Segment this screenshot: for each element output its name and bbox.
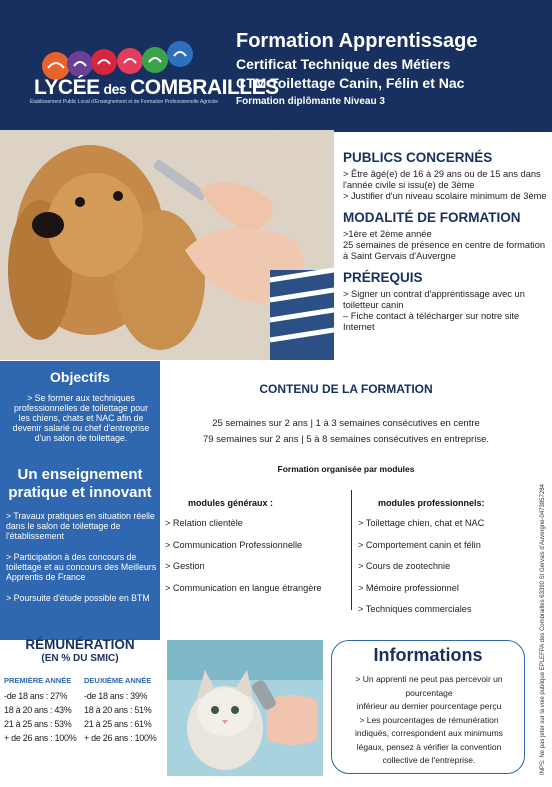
module-item: > Mémoire professionnel — [358, 582, 459, 593]
modules-divider — [351, 490, 352, 610]
info-column — [343, 150, 548, 341]
informations-text: > Un apprenti ne peut pas percevoir un pourcentage inférieur au dernier pourcentage perçu > Les pourcentages de rémunération indiqués, correspondent aux minimums légaux, pensez à vérifier la convention collective de l'entreprise. — [355, 674, 503, 765]
rate-row: + de 26 ans : 100% — [84, 733, 157, 743]
contenu-line-1: 25 semaines sur 2 ans | 1 à 3 semaines consécutives en centre — [212, 418, 480, 429]
dog-grooming-photo — [0, 130, 334, 360]
rate-row: 21 à 25 ans : 61% — [84, 719, 152, 729]
contenu-line-2: 79 semaines sur 2 ans | 5 à 8 semaines consécutives en entreprise. — [202, 434, 490, 445]
objectifs-text: > Se former aux techniques professionnelles de toilettage pour les chiens, chats et NAC afin de devenir salarié ou chef d'entreprise d'un salon de toilettage. — [12, 393, 150, 443]
objectifs-heading: Objectifs — [50, 369, 110, 385]
prerequis-heading: PRÉREQUIS — [343, 270, 423, 285]
enseignement-heading: Un enseignement pratique et innovant — [8, 466, 152, 501]
rate-row: -de 18 ans : 27% — [4, 691, 68, 701]
rate-row: 18 à 20 ans : 43% — [4, 705, 72, 715]
publics-heading: PUBLICS CONCERNÉS — [343, 150, 493, 165]
cat-grooming-photo — [167, 640, 323, 776]
module-item: > Cours de zootechnie — [358, 561, 451, 571]
rate-row: 18 à 20 ans : 51% — [84, 705, 152, 715]
modules-professionnels-list — [358, 518, 484, 626]
module-item: > Relation clientèle — [165, 518, 243, 528]
page-title: Formation Apprentissage — [236, 30, 478, 52]
module-item: > Techniques commerciales — [358, 604, 472, 614]
enseignement-item: > Participation à des concours de toilettage et au concours des Meilleurs Apprentis de France — [6, 552, 157, 582]
module-item: > Comportement canin et félin — [358, 539, 481, 550]
organisation-text: Formation organisée par modules — [277, 464, 415, 474]
rate-row: 21 à 25 ans : 53% — [4, 719, 72, 729]
remuneration-year-1 — [4, 676, 76, 745]
enseignement-item: > Poursuite d'étude possible en BTM — [6, 593, 150, 603]
page-subtitle-2: CTM Toilettage Canin, Félin et Nac — [236, 75, 465, 91]
year-2-heading: DEUXIÈME ANNÉE — [84, 676, 152, 685]
informations-heading: Informations — [373, 645, 483, 665]
vertical-legal-notice: INPS: Ne pas jeter sur la voie publique EPLEFPA des Combrailles 63390 St Gervais d'Auvergne-0473857284 — [540, 484, 546, 775]
school-logo-subtitle: Établissement Public Local d'Enseignement et de Formation Professionnelle Agricole — [30, 99, 219, 105]
objectifs-panel — [0, 361, 160, 640]
prerequis-text: > Signer un contrat d'apprentissage avec un toiletteur canin – Fiche contact à télécharger sur notre site Internet — [343, 289, 525, 332]
remuneration-heading: RÉMUNÉRATION (EN % DU SMIC) — [25, 637, 135, 664]
publics-text: > Être âgé(e) de 16 à 29 ans ou de 15 ans dans l'année civile si issu(e) de 3ème > Justifier d'un niveau scolaire minimum de 3ème — [343, 169, 547, 201]
module-item: > Communication Professionnelle — [165, 539, 303, 550]
module-item: > Gestion — [165, 561, 205, 571]
school-logo-text: LYCÉE des COMBRAILLES — [34, 76, 279, 99]
module-item: > Communication en langue étrangère — [165, 582, 322, 593]
page-subtitle-3: Formation diplômante Niveau 3 — [236, 96, 385, 107]
remuneration-year-2 — [84, 676, 156, 745]
module-item: > Toilettage chien, chat et NAC — [358, 518, 485, 528]
modules-generaux-heading: modules généraux : — [188, 498, 274, 508]
rate-row: + de 26 ans : 100% — [4, 733, 77, 743]
modalite-text: >1ère et 2ème année 25 semaines de présence en centre de formation à Saint Gervais d'Auvergne — [343, 229, 546, 261]
year-1-heading: PREMIÈRE ANNÉE — [4, 676, 72, 685]
enseignement-list — [6, 511, 158, 614]
enseignement-item: > Travaux pratiques en situation réelle dans le salon de toilettage de l'établissement — [6, 511, 155, 541]
modules-generaux-list — [165, 518, 322, 604]
page-subtitle-1: Certificat Technique des Métiers — [236, 56, 451, 72]
informations-box — [331, 640, 525, 774]
modules-professionnels-heading: modules professionnels: — [378, 498, 485, 508]
modalite-heading: MODALITÉ DE FORMATION — [343, 210, 521, 225]
contenu-heading: CONTENU DE LA FORMATION — [259, 382, 433, 396]
rate-row: -de 18 ans : 39% — [84, 691, 148, 701]
